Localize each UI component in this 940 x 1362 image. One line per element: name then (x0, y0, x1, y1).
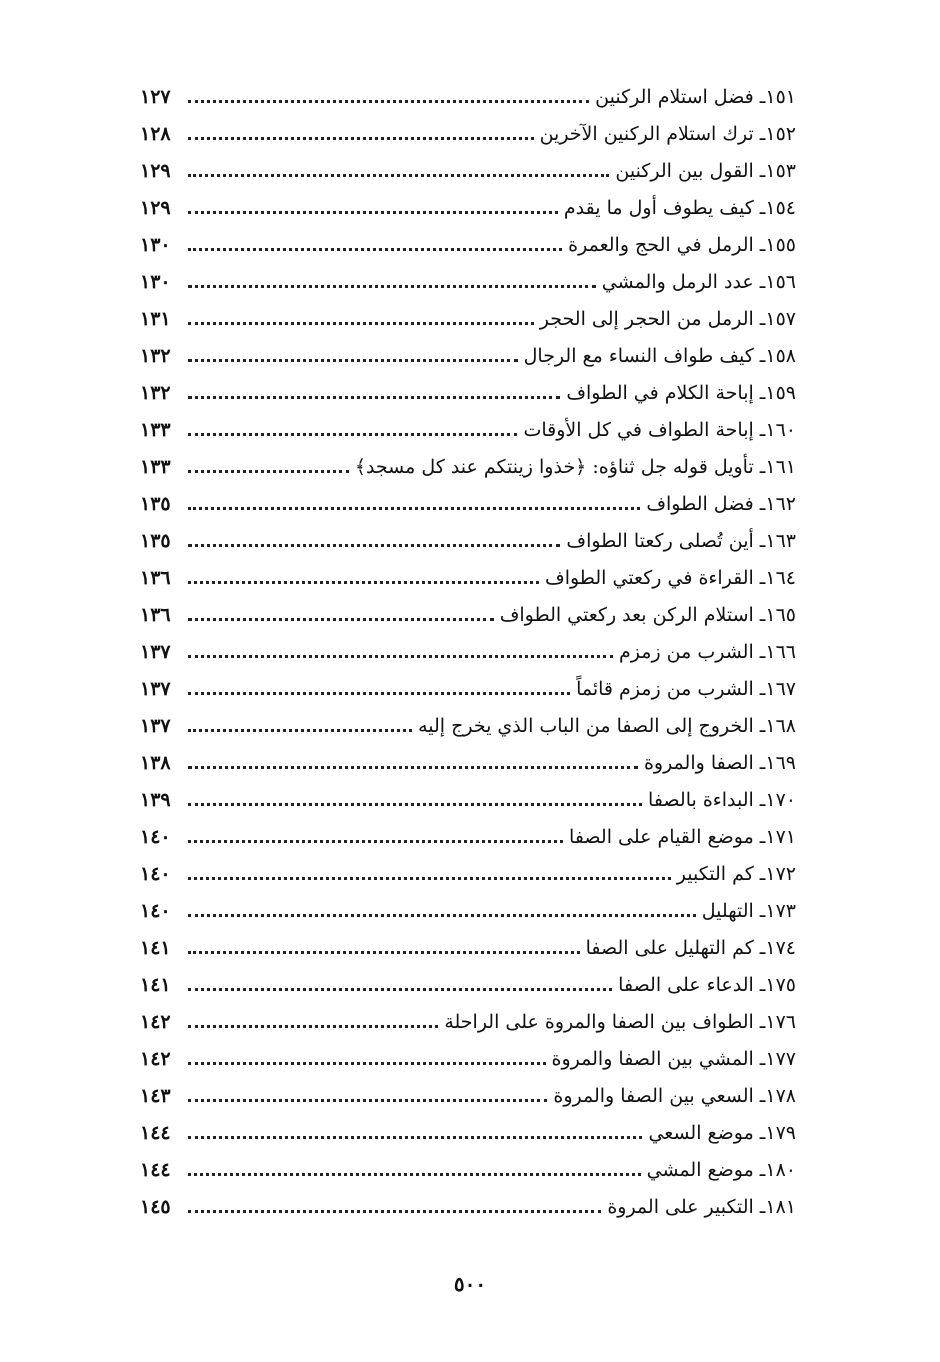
toc-entry-title: ١٧٥ـ الدعاء على الصفا (618, 974, 796, 996)
toc-entry (140, 557, 796, 594)
dot-leader (188, 507, 640, 510)
toc-entry-title: ١٦٦ـ الشرب من زمزم (619, 641, 796, 663)
toc-entry (140, 668, 796, 705)
dot-leader (188, 1099, 547, 1102)
toc-entry (140, 520, 796, 557)
toc-entry-page: ١٣٦ (140, 604, 171, 626)
toc-entry-title: ١٥٥ـ الرمل في الحج والعمرة (568, 234, 796, 256)
toc-entry-title: ١٧٣ـ التهليل (701, 900, 796, 922)
dot-leader (188, 359, 518, 362)
toc-entry-title: ١٧٩ـ موضع السعي (648, 1122, 796, 1144)
dot-leader (188, 470, 349, 473)
toc-entry-title: ١٥٩ـ إباحة الكلام في الطواف (566, 382, 796, 404)
toc-entry (140, 187, 796, 224)
toc-entry-title: ١٥١ـ فضل استلام الركنين (595, 86, 796, 108)
toc-entry (140, 594, 796, 631)
toc-entry-page: ١٢٧ (140, 86, 171, 108)
toc-entry (140, 224, 796, 261)
dot-leader (188, 322, 534, 325)
toc-entry-title: ١٧٢ـ كم التكبير (676, 863, 796, 885)
toc-entry-page: ١٤٢ (140, 1048, 171, 1070)
toc-entry (140, 631, 796, 668)
toc-entry-title: ١٦٢ـ فضل الطواف (646, 493, 796, 515)
toc-entry (140, 335, 796, 372)
dot-leader (188, 1062, 546, 1065)
dot-leader (188, 100, 589, 103)
toc-entry-page: ١٤١ (140, 974, 171, 996)
dot-leader (188, 988, 612, 991)
toc-entry (140, 964, 796, 1001)
dot-leader (188, 137, 534, 140)
toc-entry-page: ١٣٢ (140, 345, 171, 367)
dot-leader (188, 1025, 438, 1028)
toc-entry-title: ١٦٨ـ الخروج إلى الصفا من الباب الذي يخرج إليه (418, 715, 796, 737)
dot-leader (188, 581, 539, 584)
dot-leader (188, 766, 638, 769)
dot-leader (188, 248, 562, 251)
toc-entry-title: ١٥٢ـ ترك استلام الركنين الآخرين (539, 123, 796, 145)
toc-entry-title: ١٥٣ـ القول بين الركنين (615, 160, 796, 182)
dot-leader (188, 840, 563, 843)
toc-entry (140, 1186, 796, 1223)
toc-entry (140, 779, 796, 816)
toc-entry-page: ١٤٠ (140, 900, 171, 922)
toc-entry-title: ١٧١ـ موضع القيام على الصفا (569, 826, 796, 848)
toc-entry (140, 261, 796, 298)
toc-entry-page: ١٢٩ (140, 160, 171, 182)
toc-entry-page: ١٤٤ (140, 1122, 171, 1144)
toc-entry-page: ١٤٤ (140, 1159, 171, 1181)
toc-entry (140, 409, 796, 446)
toc-entry-page: ١٤٥ (140, 1196, 171, 1218)
toc-entry (140, 150, 796, 187)
dot-leader (188, 1136, 642, 1139)
toc-entry (140, 1075, 796, 1112)
toc-entry-title: ١٦٥ـ استلام الركن بعد ركعتي الطواف (499, 604, 796, 626)
toc-entry (140, 1149, 796, 1186)
toc-entry (140, 298, 796, 335)
toc-entry-title: ١٧٤ـ كم التهليل على الصفا (585, 937, 796, 959)
toc-entry-title: ١٥٤ـ كيف يطوف أول ما يقدم (563, 197, 796, 219)
toc-entry-page: ١٣٧ (140, 678, 171, 700)
dot-leader (188, 729, 412, 732)
toc-entry-title: ١٦٩ـ الصفا والمروة (643, 752, 796, 774)
dot-leader (188, 877, 671, 880)
toc-entry-title: ١٦٣ـ أين تُصلى ركعتا الطواف (566, 530, 796, 552)
toc-entry (140, 853, 796, 890)
dot-leader (188, 655, 613, 658)
toc-entry (140, 742, 796, 779)
toc-entry-title: ١٧٦ـ الطواف بين الصفا والمروة على الراحلة (444, 1011, 796, 1033)
toc-entry-page: ١٣٣ (140, 419, 171, 441)
toc-entry (140, 1001, 796, 1038)
dot-leader (188, 692, 570, 695)
dot-leader (188, 1210, 601, 1213)
toc-entry-title: ١٧٨ـ السعي بين الصفا والمروة (553, 1085, 796, 1107)
toc-entry-title: ١٧٠ـ البداءة بالصفا (648, 789, 796, 811)
dot-leader (188, 803, 642, 806)
toc-entry (140, 927, 796, 964)
dot-leader (188, 174, 609, 177)
toc-entry-page: ١٤١ (140, 937, 171, 959)
toc-entry-page: ١٣٥ (140, 530, 171, 552)
toc-entry (140, 372, 796, 409)
dot-leader (188, 433, 517, 436)
toc-entry-title: ١٧٧ـ المشي بين الصفا والمروة (551, 1048, 796, 1070)
toc-entry (140, 113, 796, 150)
page-number: ٥٠٠ (453, 1272, 487, 1296)
toc-entry-page: ١٤٠ (140, 863, 171, 885)
toc-entry-page: ١٣٧ (140, 715, 171, 737)
toc-entry (140, 76, 796, 113)
toc-entry-title: ١٦٤ـ القراءة في ركعتي الطواف (545, 567, 796, 589)
dot-leader (188, 544, 560, 547)
toc-entry-page: ١٣٧ (140, 641, 171, 663)
toc-entry-page: ١٤٣ (140, 1085, 171, 1107)
toc-entry (140, 1038, 796, 1075)
toc-entry-page: ١٣٠ (140, 234, 171, 256)
dot-leader (188, 1173, 641, 1176)
toc-entry (140, 446, 796, 483)
toc-entry (140, 1112, 796, 1149)
toc-entry-page: ١٣٣ (140, 456, 171, 478)
toc-entry (140, 816, 796, 853)
toc-entry-page: ١٣٢ (140, 382, 171, 404)
toc-entry-page: ١٣٩ (140, 789, 171, 811)
toc-entry-page: ١٢٩ (140, 197, 171, 219)
dot-leader (188, 618, 494, 621)
toc-entry-title: ١٦١ـ تأويل قوله جل ثناؤه: ﴿خذوا زينتكم عند كل مسجد﴾ (354, 456, 796, 478)
toc-entry-title: ١٦٠ـ إباحة الطواف في كل الأوقات (523, 419, 796, 441)
toc-entry-page: ١٤٢ (140, 1011, 171, 1033)
table-of-contents (140, 76, 796, 1223)
toc-entry (140, 890, 796, 927)
toc-entry-page: ١٣١ (140, 308, 171, 330)
dot-leader (188, 951, 580, 954)
toc-entry (140, 483, 796, 520)
dot-leader (188, 211, 558, 214)
toc-entry-title: ١٦٧ـ الشرب من زمزم قائماً (576, 678, 796, 700)
toc-entry-page: ١٣٥ (140, 493, 171, 515)
toc-entry-title: ١٥٦ـ عدد الرمل والمشي (601, 271, 796, 293)
toc-entry (140, 705, 796, 742)
toc-entry-page: ١٢٨ (140, 123, 171, 145)
toc-entry-title: ١٥٨ـ كيف طواف النساء مع الرجال (523, 345, 796, 367)
dot-leader (188, 285, 596, 288)
dot-leader (188, 396, 560, 399)
toc-entry-page: ١٣٨ (140, 752, 171, 774)
toc-entry-page: ١٤٠ (140, 826, 171, 848)
toc-entry-title: ١٥٧ـ الرمل من الحجر إلى الحجر (539, 308, 796, 330)
dot-leader (188, 914, 696, 917)
toc-entry-title: ١٨٠ـ موضع المشي (646, 1159, 796, 1181)
toc-entry-page: ١٣٠ (140, 271, 171, 293)
toc-entry-page: ١٣٦ (140, 567, 171, 589)
toc-entry-title: ١٨١ـ التكبير على المروة (607, 1196, 796, 1218)
